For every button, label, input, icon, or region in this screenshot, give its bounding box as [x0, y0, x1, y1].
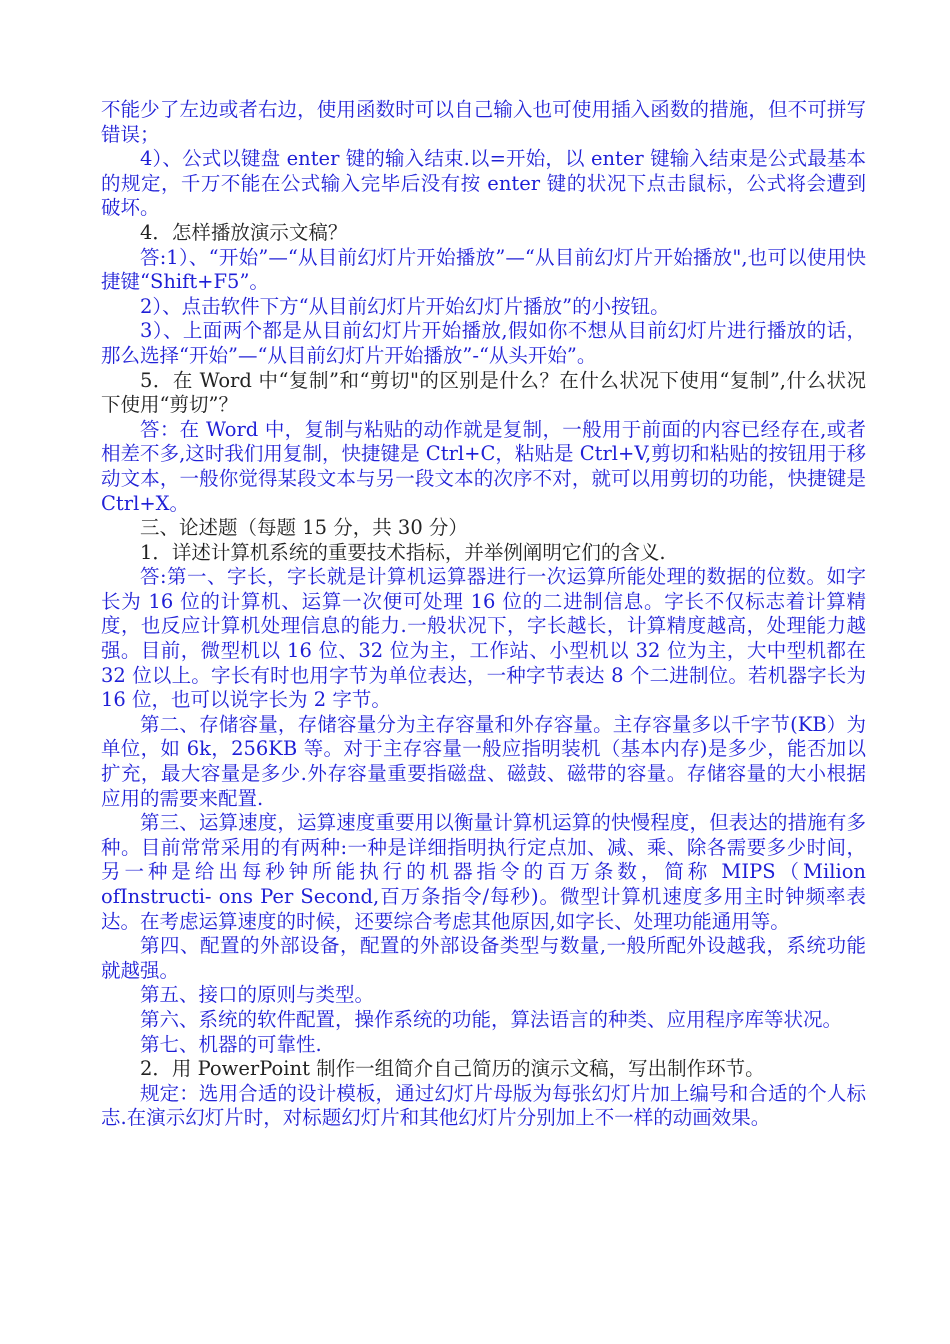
section-3-heading: 三、论述题（每题 15 分，共 30 分） — [140, 516, 468, 540]
essay-answer-1-software: 第六、系统的软件配置，操作系统的功能，算法语言的种类、应用程序库等状况。 — [140, 1007, 843, 1031]
answer-4-step-2: 2）、点击软件下方“从目前幻灯片开始幻灯片播放”的小按钮。 — [140, 294, 670, 318]
answer-4-step-1: 答:1）、“开始”—“从目前幻灯片开始播放”—“从目前幻灯片开始播放",也可以使用快捷键“Shift+F5”。 — [101, 245, 866, 294]
essay-answer-1-peripherals: 第四、配置的外部设备，配置的外部设备类型与数量,一般所配外设越我，系统功能就越强。 — [101, 934, 866, 982]
essay-answer-1-interfaces: 第五、接口的原则与类型。 — [140, 983, 375, 1007]
essay-question-1: 1．详述计算机系统的重要技术指标，并举例阐明它们的含义. — [140, 540, 666, 564]
question-5-heading: 5．在 Word 中“复制”和“剪切"的区别是什么？在什么状况下使用“复制”,什么状况下使用“剪切”？ — [101, 368, 866, 417]
answer-4-step-3: 3）、上面两个都是从目前幻灯片开始播放,假如你不想从目前幻灯片进行播放的话，那么选择“开始”—“从目前幻灯片开始播放”-“从头开始”。 — [101, 319, 866, 367]
document-page — [101, 98, 866, 1131]
essay-answer-1-word-length: 答:第一、字长，字长就是计算机运算器进行一次运算所能处理的数据的位数。如字长为 16 位的计算机、运算一次便可处理 16 位的二进制信息。字长不仅标志着计算精度，也反应计算机处理信息的能力.一般状况下，字长越长，计算精度越高，处理能力越强。目前，微型机以 16 位、32 位为主，工作站、小型机以 32 位为主，大中型机都在 32 位以上。字长有时也用字节为单位表达，一种字节表达 8 个二进制位。若机器字长为 16 位，也可以说字长为 2 字节。 — [101, 565, 866, 712]
paragraph-formula-rule-4: 4）、公式以键盘 enter 键的输入结束.以=开始，以 enter 键输入结束是公式最基本的规定，千万不能在公式输入完毕后没有按 enter 键的状况下点击鼠标，公式将会遭到破坏。 — [101, 147, 866, 220]
essay-answer-1-storage: 第二、存储容量，存储容量分为主存容量和外存容量。主存容量多以千字节(KB）为单位，如 6k，256KB 等。对于主存容量一般应指明装机（基本内存)是多少，能否加以扩充，最大容量是多少.外存容量重要指磁盘、磁鼓、磁带的容量。存储容量的大小根据应用的需要来配置. — [101, 712, 866, 810]
question-4-heading: 4．怎样播放演示文稿？ — [140, 220, 348, 244]
essay-question-2: 2．用 PowerPoint 制作一组简介自己简历的演示文稿，写出制作环节。 — [140, 1057, 765, 1081]
essay-answer-1-reliability: 第七、机器的可靠性. — [140, 1032, 322, 1056]
paragraph-formula-rule-3-cont: 不能少了左边或者右边，使用函数时可以自己输入也可使用插入函数的措施，但不可拼写错误； — [101, 98, 866, 146]
essay-question-2-requirements: 规定：选用合适的设计模板，通过幻灯片母版为每张幻灯片加上编号和合适的个人标志.在演示幻灯片时，对标题幻灯片和其他幻灯片分别加上不一样的动画效果。 — [101, 1081, 866, 1130]
essay-answer-1-speed: 第三、运算速度，运算速度重要用以衡量计算机运算的快慢程度，但表达的措施有多种。目前常常采用的有两种:一种是详细指明执行定点加、减、乘、除各需要多少时间，另一种是给出每秒钟所能执行的机器指令的百万条数，简称 MIPS（Milion ofInstructi- ons Per Second,百万条指令/每秒)。微型计算机速度多用主时钟频率表达。在考虑运算速度的时候，还要综合考虑其他原因,如字长、处理功能通用等。 — [101, 811, 866, 933]
answer-5: 答：在 Word 中，复制与粘贴的动作就是复制，一般用于前面的内容已经存在,或者相差不多,这时我们用复制，快捷键是 Ctrl+C，粘贴是 Ctrl+V,剪切和粘贴的按钮用于移动文本，一般你觉得某段文本与另一段文本的次序不对，就可以用剪切的功能，快捷键是 Ctrl+X。 — [101, 417, 866, 515]
